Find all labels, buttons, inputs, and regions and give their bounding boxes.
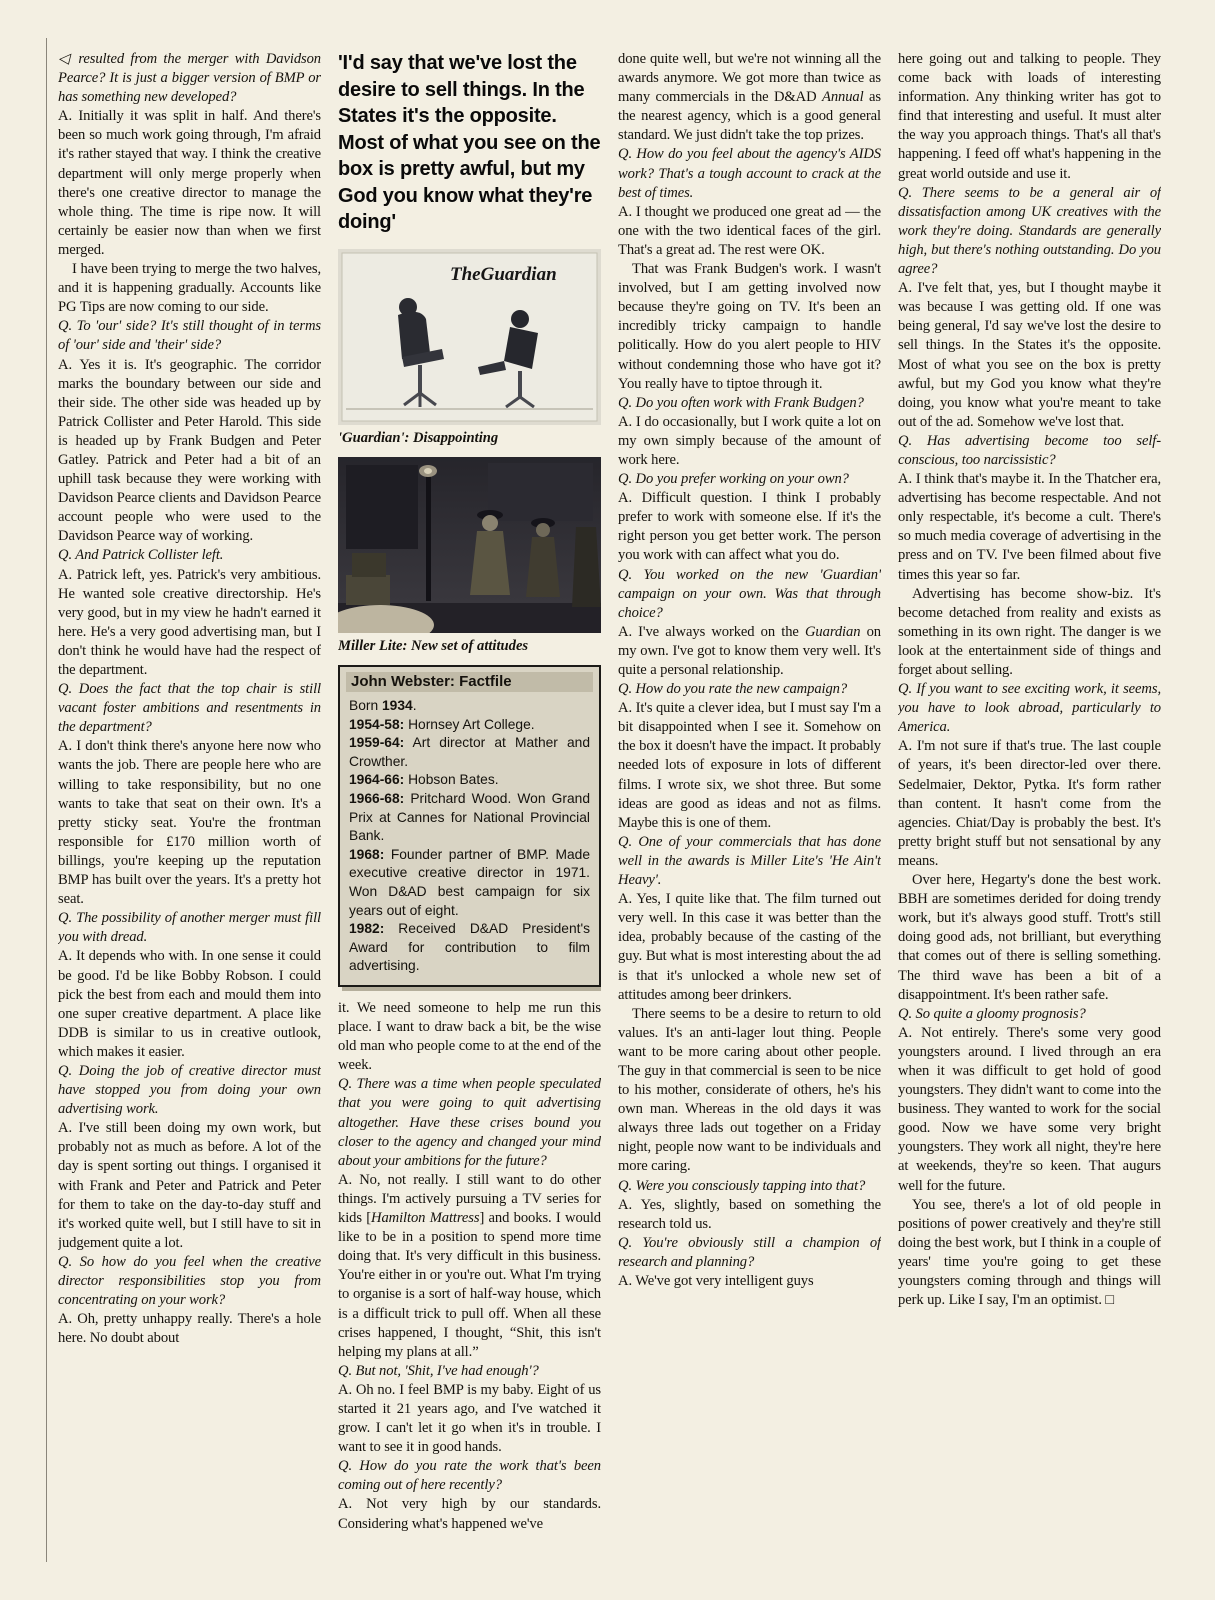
paragraph-a: A. We've got very intelligent guys [618,1273,814,1289]
factfile-entry: Born 1934. [349,698,417,714]
paragraph-a: A. I don't think there's anyone here now who wants the job. There are people here who are willing to take responsibility, but no one wants to take that seat on their own. It's a pretty sticky seat. You're the frontman responsible for £170 million worth of billings, you're keeping up the reputation BMP has built over the years. It's a pretty hot seat. [58,738,321,908]
column-4 [898,50,1161,1550]
pull-quote: 'I'd say that we've lost the desire to sell things. In the States it's the opposite. Most of what you see on the box is pretty awful, but my God you know what they're doing' [338,52,601,233]
factfile-entry: 1982: Received D&AD President's Award for contribution to film advertising. [349,921,590,974]
paragraph-q: Q. How do you rate the work that's been coming out of here recently? [338,1458,601,1494]
paragraph-cont: Advertising has become show-biz. It's become detached from reality and exists as something in its own right. The danger is we look at the entertainment side of things and forget about selling. [898,585,1161,678]
paragraph-q: ◁ resulted from the merger with Davidson Pearce? It is just a bigger version of BMP or has something new developed? [58,51,321,106]
paragraph-q: Q. Does the fact that the top chair is still vacant foster ambitions and resentments in the department? [58,681,321,736]
paragraph-a: A. Oh no. I feel BMP is my baby. Eight of us started it 21 years ago, and I've watched it grow. I can't let it go when it's in trouble. I want to see it in good hands. [338,1381,601,1456]
paragraph-q: Q. But not, 'Shit, I've had enough'? [338,1362,539,1379]
paragraph-a: A. I do occasionally, but I work quite a lot on my own simply because of the amount of work here. [618,413,881,468]
paragraph-a: A. Yes, I quite like that. The film turned out very well. In this case it was better than the idea, probably because of the casting of the guy. But what is most interesting about the ad is that it's unlocked a whole new set of attitudes among beer drinkers. [618,891,881,1003]
paragraph-cont: That was Frank Budgen's work. I wasn't involved, but I am getting involved now because they're going on TV. It's been an incredibly tricky campaign to handle politically. How do you alert people to HIV without condemning those who have got it? You really have to tiptoe through it. [618,261,881,392]
paragraph-a: A. Patrick left, yes. Patrick's very ambitious. He wanted sole creative directorship. He's very good, but in my view he hadn't earned it here. He's a very good advertising man, but I don't think he would have had the respect of the department. [58,566,321,678]
miller-lite-photo-caption: Miller Lite: New set of attitudes [338,637,529,654]
paragraph-a: A. Yes it is. It's geographic. The corridor marks the boundary between our side and their side. The other side was headed up by Patrick Collister and Peter Harold. This side is headed up by Frank Budgen and Peter Gatley. Patrick and Peter had a bit of an uphill task because they were working with Davidson Pearce clients and Davidson Pearce account people who were used to the Davidson Pearce way of working. [58,356,321,545]
page-edge-rule [46,38,47,1562]
paragraph-p: it. We need someone to help me run this place. I want to draw back a bit, be the wise old man who people come to at the end of the week. [338,1000,601,1074]
paragraph-a: A. I thought we produced one great ad — the one with the two identical faces of the girl. That's a great ad. The rest were OK. [618,203,881,258]
factfile-entry: 1968: Founder partner of BMP. Made executive creative director in 1971. Won D&AD best campaign for six years out of eight. [349,846,590,918]
paragraph-a: A. I'm not sure if that's true. The last couple of years, it's been director-led over there. Sedelmaier, Dektor, Pytka. It's form rather than content. It hasn't come from the agencies. Chiat/Day is probably the best. It's pretty bright stuff but not sensational by any means. [898,738,1161,869]
guardian-photo [338,249,601,425]
factfile-entries [349,697,590,976]
article-body [58,50,1161,1550]
paragraph-a: A. Oh, pretty unhappy really. There's a hole here. No doubt about [58,1311,321,1347]
paragraph-q: Q. There was a time when people speculated that you were going to quit advertising altogether. Have these crises bound you closer to the agency and changed your mind about your ambitions for the future? [338,1076,601,1169]
paragraph-q: Q. How do you rate the new campaign? [618,681,848,698]
factfile-box [338,665,601,988]
paragraph-q: Q. Has advertising become too self-conscious, too narcissistic? [898,432,1161,468]
column-2 [338,50,601,1550]
paragraph-a: A. I think that's maybe it. In the Thatcher era, advertising has become respectable. And not only respectable, it's become a cult. There's so much media coverage of advertising in the press and on TV. I've been filmed about five times this year so far. [898,471,1161,583]
paragraph-q: Q. So how do you feel when the creative director responsibilities stop you from concentrating on your work? [58,1253,321,1309]
guardian-logo-text: TheGuardian [450,263,557,285]
paragraph-a: A. Not very high by our standards. Considering what's happened we've [338,1496,601,1532]
paragraph-p: here going out and talking to people. They come back with loads of interesting information. Any thinking writer has got to find that interesting and useful. It must alter the way you approach things. That's all that's happening. I feed off what's happening in the great world outside and use it. [898,51,1161,182]
column-1 [58,50,321,1550]
paragraph-q: Q. To 'our' side? It's still thought of in terms of 'our' side and 'their' side? [58,318,321,354]
paragraph-cont: I have been trying to merge the two halves, and it is happening gradually. Accounts like PG Tips are now coming to our side. [58,261,321,316]
paragraph-cont: You see, there's a lot of old people in positions of power creatively and they're still doing the best work, but I think in a couple of years' time you're going to get these youngsters coming through and things will perk up. Like I say, I'm an optimist. □ [898,1196,1161,1309]
paragraph-q: Q. You worked on the new 'Guardian' campaign on your own. Was that through choice? [618,566,881,621]
paragraph-q: Q. Doing the job of creative director must have stopped you from doing your own advertising work. [58,1062,321,1118]
paragraph-q: Q. Do you often work with Frank Budgen? [618,394,864,411]
paragraph-a: A. It's quite a clever idea, but I must say I'm a bit disappointed when I see it. Somehow on the box it doesn't have the impact. It probably needed lots of exposure in lots of different films. I wrote six, we shot three. But some ideas are good as ideas and not as films. Maybe this is one of them. [618,700,881,831]
paragraph-a: A. Difficult question. I think I probably prefer to work with someone else. If it's the right person you get better work. The person you work with can affect what you do. [618,490,881,564]
paragraph-a: A. I've always worked on the Guardian on my own. I've got to know them very well. It's quite a personal relationship. [618,623,881,678]
paragraph-a: A. I've felt that, yes, but I thought maybe it was because I was getting old. If one was being general, I'd say we've lost the desire to sell things. In the States it's the opposite. Most of what you see on the box is pretty awful, but my God you know what they're doing, you know what you're meant to take out of the ad. Somehow we've lost that. [898,280,1161,430]
column-2-text [338,999,601,1534]
miller-lite-photo [338,457,601,633]
miller-lite-photo-image [338,457,601,633]
guardian-photo-image [338,249,601,425]
paragraph-q: Q. If you want to see exciting work, it seems, you have to look abroad, particularly to America. [898,681,1161,736]
paragraph-cont: Over here, Hegarty's done the best work. BBH are sometimes derided for doing trendy work, but it's always good stuff. Trott's still doing good ads, not brilliant, but everything that comes out of there is selling something. The third wave has been a bit of a disappointment. It's been rather safe. [898,872,1161,1003]
factfile-entry: 1954-58: Hornsey Art College. [349,716,535,732]
paragraph-q: Q. Were you consciously tapping into that? [618,1177,866,1194]
paragraph-q: Q. There seems to be a general air of dissatisfaction among UK creatives with the work they're doing. Standards are generally high, but there's nothing outstanding. Do you agree? [898,184,1161,278]
factfile-title: John Webster: Factfile [346,672,593,693]
paragraph-q: Q. Do you prefer working on your own? [618,471,849,488]
paragraph-a: A. It depends who with. In one sense it could be good. I'd be like Bobby Robson. I could pick the best from each and mould them into one super creative department. A place like DDB is similar to us in creative outlook, which makes it easier. [58,948,321,1060]
paragraph-a: A. No, not really. I still want to do other things. I'm actively pursuing a TV series for kids [Hamilton Mattress] and books. I would like to be in a position to spend more time doing that. It's very difficult in this business. You're either in or you're out. What I'm trying to organise is a sort of half-way house, which is a difficult trick to pull off. When all these crises happened, I thought, “Shit, this isn't helping my plans at all.” [338,1171,601,1360]
paragraph-cont: There seems to be a desire to return to old values. It's an anti-lager lout thing. People want to be more caring about other people. The guy in that commercial is seen to be nice to his mother, considerate of others, he's his own man. Whereas in the old days it was always three lads out together on a Friday night, people now want to be individuals and more caring. [618,1005,881,1175]
factfile-entry: 1964-66: Hobson Bates. [349,772,499,788]
paragraph-a: A. I've still been doing my own work, but probably not as much as before. A lot of the day is spent sorting out things. I organised it with Frank and Peter and Patrick and Peter for them to take on the day-to-day stuff and it's worked quite well, but I still have to sit in judgement quite a lot. [58,1120,321,1251]
paragraph-q: Q. So quite a gloomy prognosis? [898,1005,1086,1022]
paragraph-q: Q. And Patrick Collister left. [58,547,224,564]
paragraph-a: A. Not entirely. There's some very good youngsters around. I lived through an era when it was difficult to get hold of good youngsters. They didn't want to come into the business. They wanted to work for the social good. Now we have some very bright youngsters. They work all night, they're here at weekends, they're so keen. That augurs well for the future. [898,1024,1161,1194]
paragraph-a: A. Yes, slightly, based on something the research told us. [618,1196,881,1232]
guardian-photo-caption: 'Guardian': Disappointing [338,429,499,446]
paragraph-q: Q. You're obviously still a champion of research and planning? [618,1234,881,1270]
factfile-entry: 1959-64: Art director at Mather and Crowther. [349,735,590,769]
paragraph-q: Q. The possibility of another merger must fill you with dread. [58,910,321,946]
column-3 [618,50,881,1550]
factfile-entry: 1966-68: Pritchard Wood. Won Grand Prix at Cannes for National Provincial Bank. [349,791,590,844]
paragraph-a: A. Initially it was split in half. And there's been so much work going through, I'm afraid it's rather stayed that way. I think the creative department will only merge properly when there's one creative director to manage the whole thing. The time is ripe now. It will certainly be easier now than when we first merged. [58,108,321,258]
paragraph-q: Q. How do you feel about the agency's AIDS work? That's a tough account to crack at the best of times. [618,146,881,201]
paragraph-p: done quite well, but we're not winning all the awards anymore. We got more than twice as many commercials in the D&AD Annual as the nearest agency, which is a good general standard. We just didn't take the top prizes. [618,51,881,144]
paragraph-q: Q. One of your commercials that has done well in the awards is Miller Lite's 'He Ain't Heavy'. [618,833,881,889]
